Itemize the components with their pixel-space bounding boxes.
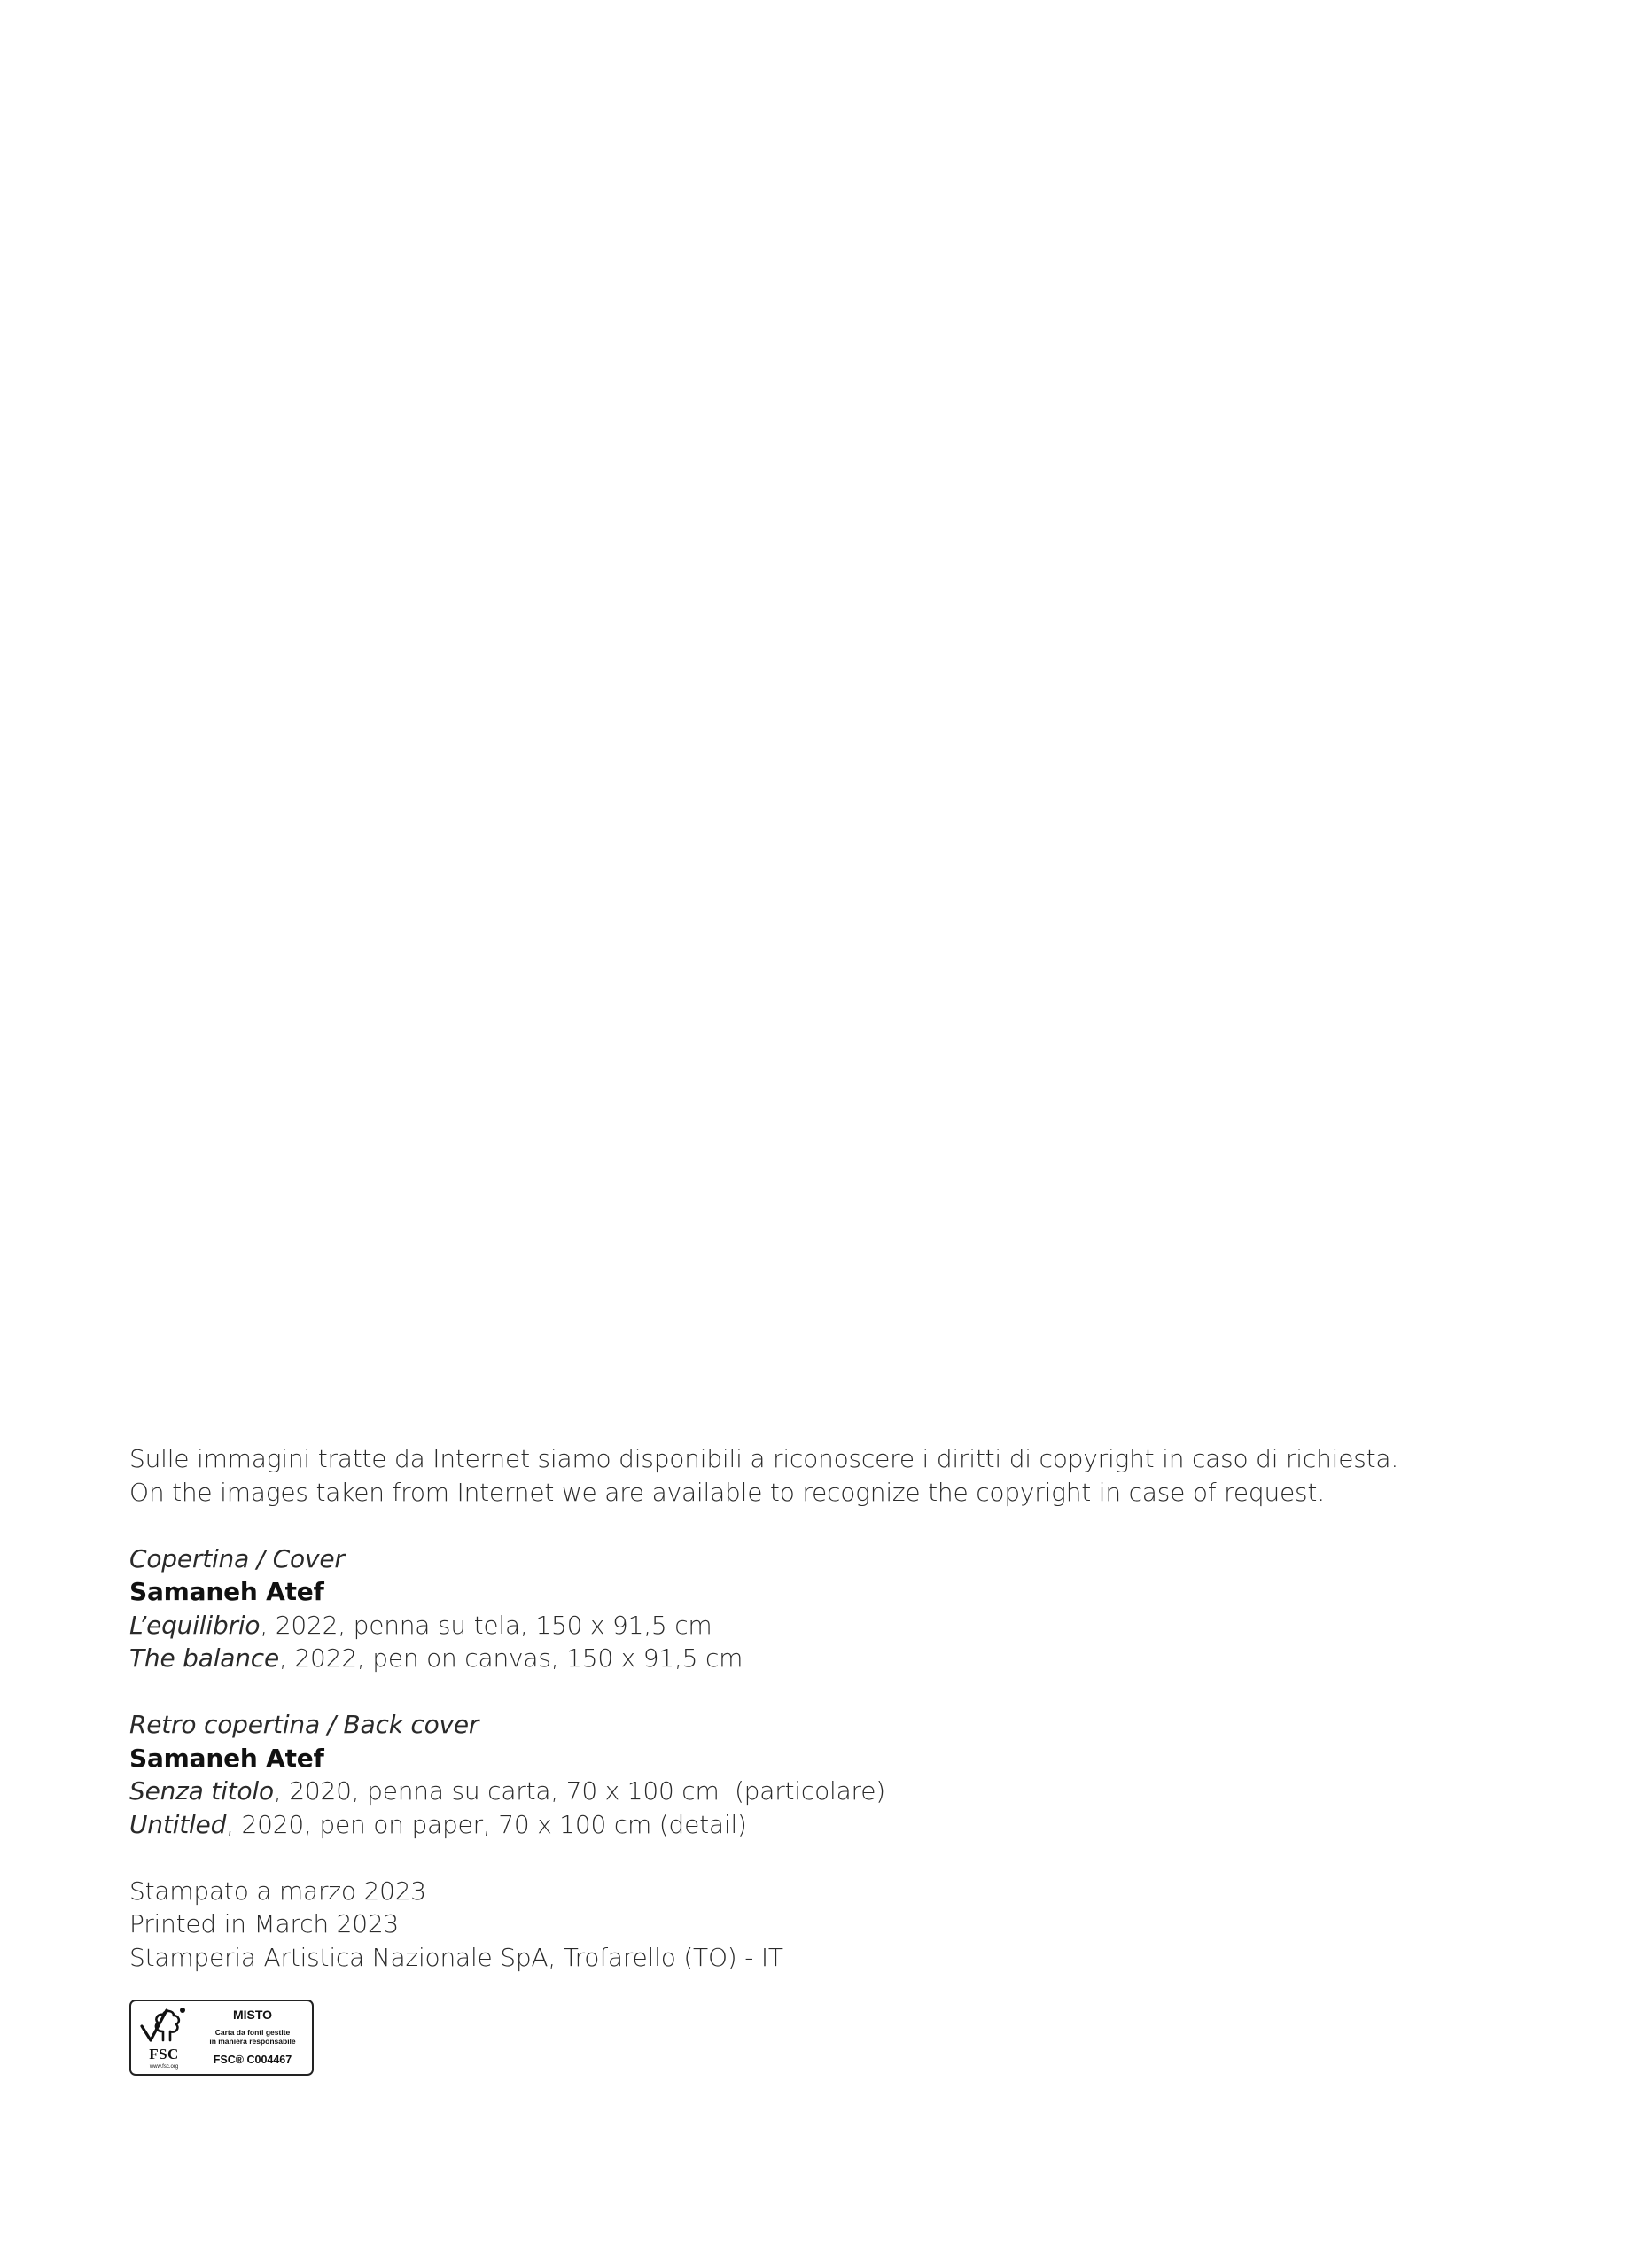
back-cover-artwork-english: [129, 1808, 1459, 1842]
fsc-description-line2: in maniera responsabile: [209, 2037, 296, 2046]
colophon: [129, 1442, 1459, 1974]
cover-artwork-title-italian: L’equilibrio: [129, 1610, 261, 1640]
copyright-notice-english: On the images taken from Internet we are available to recognize the copyright in case of request.: [129, 1477, 1325, 1507]
back-cover-artwork-details-italian: , 2020, penna su carta, 70 x 100 cm (particolare): [273, 1776, 885, 1806]
cover-artwork-english: [129, 1642, 1459, 1675]
back-cover-artwork-italian: [129, 1775, 1459, 1808]
copyright-notice-italian: Sulle immagini tratte da Internet siamo disponibili a riconoscere i diritti di copyright in caso di richiesta.: [129, 1444, 1399, 1473]
cover-artist: Samaneh Atef: [129, 1577, 324, 1606]
printer-name: Stamperia Artistica Nazionale SpA, Trofarello (TO) - IT: [129, 1942, 783, 1972]
back-cover-artwork-details-english: , 2020, pen on paper, 70 x 100 cm (detail): [226, 1809, 747, 1839]
fsc-label: [129, 2000, 314, 2076]
spacer: [129, 1675, 1459, 1709]
cover-artwork-italian: [129, 1609, 1459, 1643]
spacer: [129, 1841, 1459, 1875]
fsc-license-code: FSC® C004467: [213, 2054, 292, 2066]
printing-date-english: Printed in March 2023: [129, 1909, 400, 1938]
fsc-description-line1: Carta da fonti gestite: [214, 2028, 291, 2037]
fsc-wordmark: FSC: [149, 2046, 179, 2062]
cover-artwork-details-italian: , 2022, penna su tela, 150 x 91,5 cm: [260, 1610, 712, 1640]
cover-artwork-title-english: The balance: [129, 1643, 280, 1673]
fsc-website: www.fsc.org: [149, 2064, 179, 2070]
back-cover-artwork-title-english: Untitled: [129, 1809, 227, 1839]
fsc-description: [195, 2028, 310, 2046]
back-cover-artwork-title-italian: Senza titolo: [129, 1776, 274, 1806]
cover-heading: Copertina / Cover: [129, 1543, 345, 1573]
spacer: [129, 1509, 1459, 1542]
cover-artwork-details-english: , 2022, pen on canvas, 150 x 91,5 cm: [279, 1643, 743, 1673]
fsc-category: MISTO: [232, 2008, 273, 2022]
back-cover-heading: Retro copertina / Back cover: [129, 1710, 479, 1739]
back-cover-artist: Samaneh Atef: [129, 1743, 324, 1773]
fsc-text-block: [195, 2007, 310, 2067]
printing-date-italian: Stampato a marzo 2023: [129, 1876, 426, 1906]
